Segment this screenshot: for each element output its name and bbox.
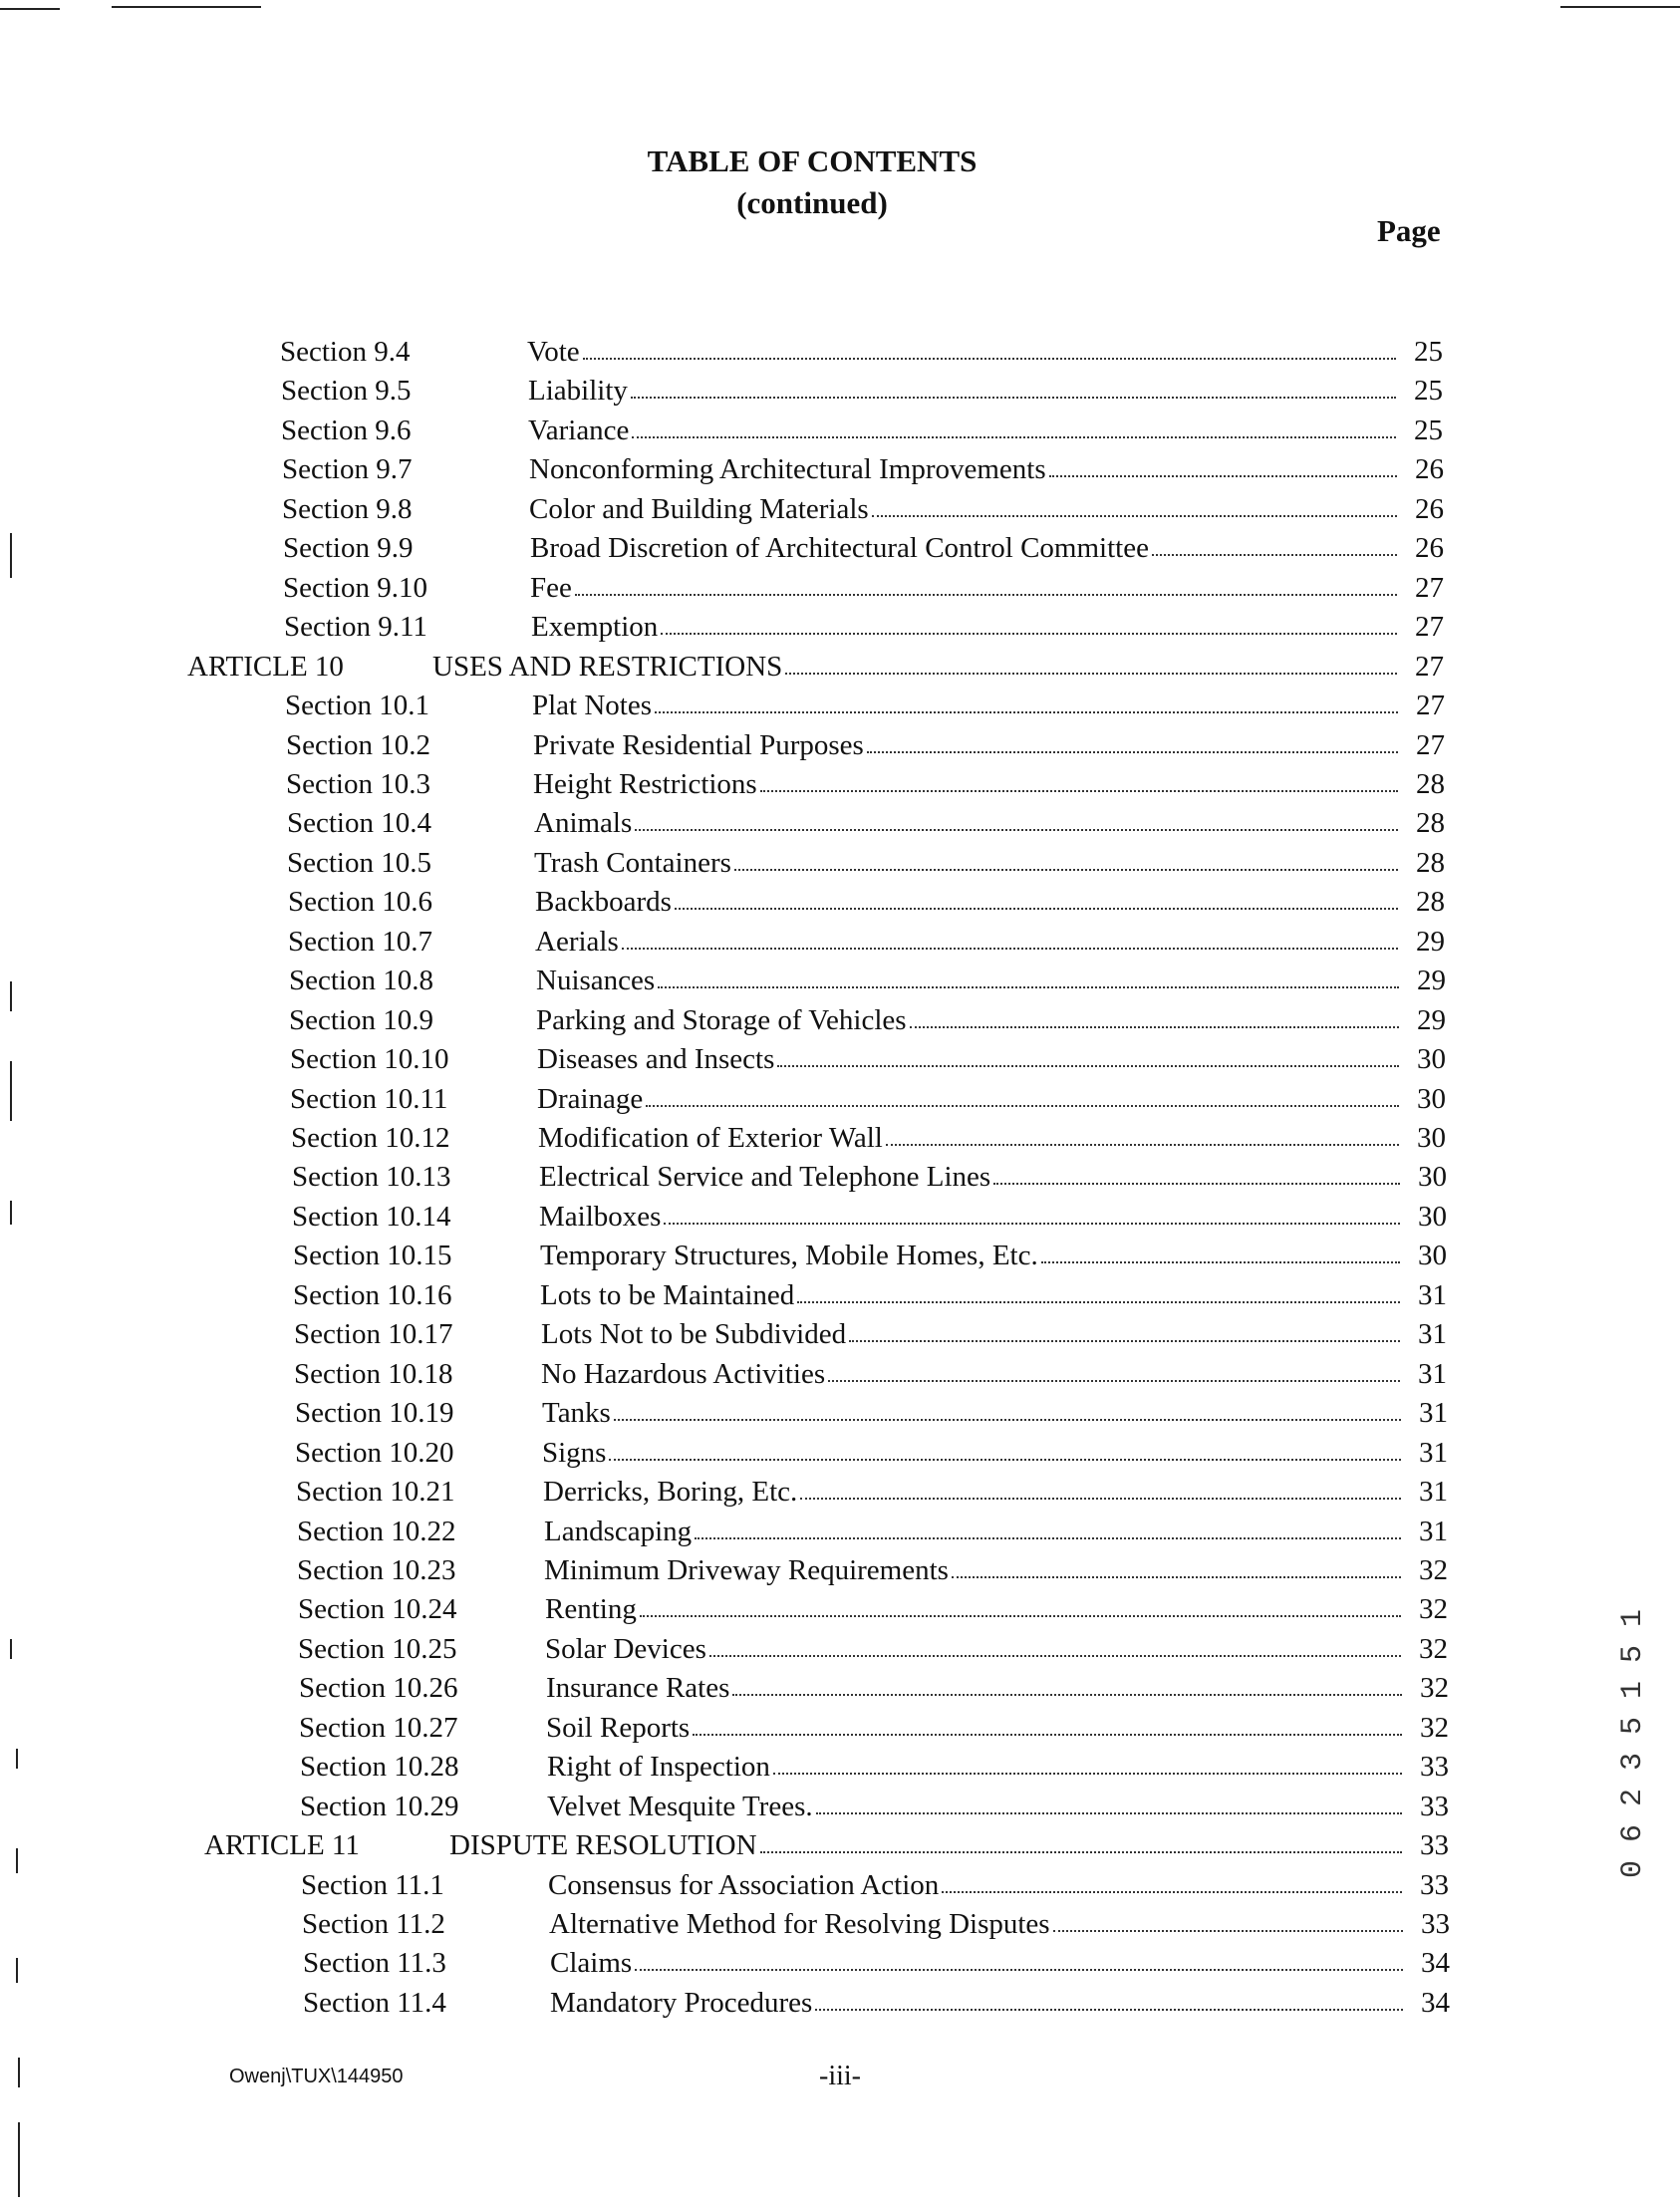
- toc-entry-number: Section 10.22: [297, 1516, 456, 1547]
- toc-section-row[interactable]: [281, 415, 1443, 454]
- scan-mark: [16, 1958, 18, 1983]
- toc-entry-page: 25: [1414, 415, 1443, 446]
- toc-entry-number: Section 10.28: [300, 1751, 459, 1783]
- toc-entry-number: Section 10.6: [288, 886, 432, 918]
- toc-section-row[interactable]: [286, 729, 1445, 769]
- toc-entry-title: Plat Notes: [532, 690, 653, 721]
- toc-entry-page: 27: [1415, 572, 1444, 604]
- toc-entry-title: Parking and Storage of Vehicles: [536, 1004, 907, 1036]
- toc-entry-page: 31: [1418, 1318, 1447, 1350]
- toc-entry-page: 28: [1416, 768, 1445, 800]
- toc-section-row[interactable]: [303, 1987, 1450, 2027]
- scan-mark: [10, 1201, 12, 1225]
- toc-entry-number: Section 9.4: [280, 336, 411, 368]
- dot-leader: [849, 1318, 1400, 1342]
- toc-entry-page: 30: [1417, 1043, 1446, 1075]
- toc-section-row[interactable]: [302, 1908, 1450, 1948]
- toc-entry-title: USES AND RESTRICTIONS: [432, 651, 783, 683]
- toc-entry-title: Nonconforming Architectural Improvements: [529, 453, 1046, 485]
- toc-entry-page: 30: [1418, 1201, 1447, 1233]
- toc-section-row[interactable]: [290, 1083, 1446, 1123]
- toc-entry-page: 32: [1420, 1672, 1449, 1704]
- toc-entry-page: 26: [1415, 532, 1444, 564]
- toc-entry-title: Lots Not to be Subdivided: [541, 1318, 847, 1350]
- toc-entry-page: 25: [1414, 336, 1443, 368]
- dot-leader: [661, 611, 1397, 635]
- toc-section-row[interactable]: [290, 1043, 1446, 1083]
- toc-section-row[interactable]: [298, 1593, 1448, 1633]
- toc-section-row[interactable]: [286, 768, 1445, 808]
- side-stamp: [1616, 1574, 1664, 1913]
- toc-entry-page: 29: [1417, 965, 1446, 996]
- toc-article-row[interactable]: [204, 1829, 1449, 1869]
- dot-leader: [942, 1869, 1402, 1893]
- dot-leader: [622, 926, 1398, 950]
- dot-leader: [693, 1712, 1402, 1736]
- toc-entry-title: Alternative Method for Resolving Disputes: [549, 1908, 1050, 1940]
- toc-entry-number: Section 9.7: [282, 453, 413, 485]
- toc-entry-title: Electrical Service and Telephone Lines: [539, 1161, 991, 1193]
- toc-entry-title: Signs: [542, 1437, 607, 1469]
- toc-entry-title: DISPUTE RESOLUTION: [449, 1829, 757, 1861]
- scan-mark: [0, 8, 60, 10]
- scan-mark: [16, 1749, 18, 1769]
- toc-entry-number: Section 10.26: [299, 1672, 458, 1704]
- toc-entry-title: Temporary Structures, Mobile Homes, Etc.: [540, 1240, 1038, 1271]
- dot-leader: [732, 1672, 1402, 1696]
- toc-entry-title: Landscaping: [544, 1516, 693, 1547]
- toc-entry-page: 31: [1418, 1279, 1447, 1311]
- toc-entry-title: Drainage: [537, 1083, 644, 1115]
- dot-leader: [609, 1437, 1401, 1461]
- toc-entry-number: Section 10.10: [290, 1043, 449, 1075]
- toc-entry-title: Velvet Mesquite Trees.: [547, 1791, 813, 1822]
- dot-leader: [635, 1947, 1403, 1971]
- toc-entry-title: Derricks, Boring, Etc.: [543, 1476, 798, 1508]
- toc-entry-title: Mailboxes: [539, 1201, 662, 1233]
- toc-section-row[interactable]: [287, 807, 1445, 847]
- toc-section-row[interactable]: [283, 532, 1444, 572]
- toc-entry-number: Section 9.8: [282, 493, 413, 525]
- dot-leader: [635, 807, 1398, 831]
- toc-entry-title: Private Residential Purposes: [533, 729, 864, 761]
- toc-entry-number: Section 10.27: [299, 1712, 458, 1744]
- toc-entry-title: Claims: [550, 1947, 633, 1979]
- page-number: -iii-: [819, 2061, 861, 2091]
- dot-leader: [797, 1279, 1400, 1303]
- toc-entry-page: 32: [1419, 1593, 1448, 1625]
- toc-entry-title: Exemption: [531, 611, 659, 643]
- toc-entry-number: Section 10.29: [300, 1791, 459, 1822]
- toc-entry-number: Section 10.8: [289, 965, 433, 996]
- dot-leader: [640, 1593, 1401, 1617]
- toc-entry-number: Section 10.11: [290, 1083, 448, 1115]
- toc-entry-number: Section 9.11: [284, 611, 427, 643]
- toc-entry-page: 30: [1417, 1083, 1446, 1115]
- dot-leader: [777, 1043, 1399, 1067]
- dot-leader: [785, 651, 1397, 675]
- toc-article-row[interactable]: [187, 651, 1444, 691]
- document-id: Owenj\TUX\144950: [229, 2066, 404, 2087]
- toc-entry-title: Vote: [527, 336, 580, 368]
- toc-entry-page: 27: [1416, 690, 1445, 721]
- toc-entry-page: 30: [1417, 1122, 1446, 1154]
- dot-leader: [760, 1829, 1402, 1853]
- toc-entry-number: Section 9.5: [281, 375, 412, 407]
- toc-section-row[interactable]: [291, 1122, 1446, 1162]
- toc-entry-title: Renting: [545, 1593, 637, 1625]
- toc-section-row[interactable]: [292, 1161, 1447, 1201]
- toc-section-row[interactable]: [293, 1240, 1447, 1279]
- toc-section-row[interactable]: [299, 1672, 1449, 1712]
- toc-section-row[interactable]: [294, 1358, 1447, 1398]
- toc-entry-page: 31: [1419, 1516, 1448, 1547]
- toc-section-row[interactable]: [288, 886, 1445, 926]
- toc-entry-page: 34: [1421, 1947, 1450, 1979]
- dot-leader: [655, 690, 1398, 713]
- toc-entry-page: 33: [1421, 1908, 1450, 1940]
- dot-leader: [664, 1201, 1400, 1225]
- toc-entry-number: Section 10.9: [289, 1004, 433, 1036]
- toc-entry-page: 28: [1416, 807, 1445, 839]
- toc-entry-title: Broad Discretion of Architectural Control Committee: [530, 532, 1149, 564]
- toc-entry-page: 30: [1418, 1161, 1447, 1193]
- dot-leader: [760, 768, 1398, 792]
- dot-leader: [1041, 1240, 1400, 1263]
- toc-section-row[interactable]: [289, 965, 1446, 1004]
- toc-entry-title: Insurance Rates: [546, 1672, 730, 1704]
- dot-leader: [816, 1791, 1402, 1814]
- scan-mark: [10, 1639, 12, 1659]
- toc-entry-title: Trash Containers: [534, 847, 731, 879]
- dot-leader: [1053, 1908, 1403, 1932]
- toc-entry-title: Soil Reports: [546, 1712, 691, 1744]
- toc-section-row[interactable]: [284, 611, 1444, 651]
- scan-mark: [18, 2122, 20, 2197]
- toc-subtitle: (continued): [736, 185, 888, 220]
- toc-section-row[interactable]: [288, 926, 1445, 966]
- toc-entry-title: Fee: [530, 572, 572, 604]
- toc-entry-page: 27: [1416, 729, 1445, 761]
- toc-entry-page: 26: [1415, 493, 1444, 525]
- toc-section-row[interactable]: [283, 572, 1444, 612]
- toc-entry-page: 32: [1420, 1712, 1449, 1744]
- dot-leader: [709, 1633, 1401, 1657]
- toc-section-row[interactable]: [292, 1201, 1447, 1241]
- toc-entry-page: 25: [1414, 375, 1443, 407]
- toc-entry-number: Section 10.4: [287, 807, 431, 839]
- toc-entry-page: 31: [1419, 1476, 1448, 1508]
- toc-entry-title: Color and Building Materials: [529, 493, 869, 525]
- toc-entry-number: Section 10.20: [295, 1437, 454, 1469]
- dot-leader: [773, 1751, 1402, 1775]
- toc-section-row[interactable]: [280, 336, 1443, 376]
- toc-section-row[interactable]: [285, 690, 1445, 729]
- toc-entry-page: 29: [1417, 1004, 1446, 1036]
- toc-entry-page: 27: [1415, 611, 1444, 643]
- dot-leader: [1152, 532, 1397, 556]
- toc-entry-number: Section 10.19: [295, 1397, 454, 1429]
- toc-entry-number: Section 9.10: [283, 572, 427, 604]
- toc-entry-page: 33: [1420, 1751, 1449, 1783]
- dot-leader: [614, 1397, 1401, 1421]
- toc-entry-title: Solar Devices: [545, 1633, 706, 1665]
- toc-entry-number: Section 10.13: [292, 1161, 451, 1193]
- toc-section-row[interactable]: [282, 493, 1444, 533]
- toc-entry-number: Section 10.7: [288, 926, 432, 958]
- toc-entry-number: Section 9.6: [281, 415, 412, 446]
- toc-entry-number: Section 10.21: [296, 1476, 455, 1508]
- scan-mark: [1560, 6, 1680, 8]
- dot-leader: [646, 1083, 1399, 1107]
- toc-entry-number: ARTICLE 10: [187, 651, 344, 683]
- scan-mark: [16, 1848, 18, 1873]
- toc-entry-page: 28: [1416, 847, 1445, 879]
- dot-leader: [734, 847, 1398, 871]
- toc-entry-page: 27: [1415, 651, 1444, 683]
- toc-entry-number: Section 9.9: [283, 532, 414, 564]
- toc-entry-title: Variance: [528, 415, 630, 446]
- scan-mark: [112, 6, 261, 8]
- toc-entry-number: Section 11.3: [303, 1947, 446, 1979]
- toc-entry-number: Section 10.18: [294, 1358, 453, 1390]
- dot-leader: [886, 1122, 1399, 1146]
- toc-section-row[interactable]: [299, 1712, 1449, 1752]
- toc-entry-title: Consensus for Association Action: [548, 1869, 940, 1901]
- toc-entry-page: 33: [1420, 1791, 1449, 1822]
- dot-leader: [828, 1358, 1400, 1382]
- dot-leader: [658, 965, 1399, 988]
- toc-entry-title: Height Restrictions: [533, 768, 757, 800]
- toc-entry-title: Right of Inspection: [547, 1751, 770, 1783]
- dot-leader: [867, 729, 1398, 753]
- toc-section-row[interactable]: [287, 847, 1445, 887]
- toc-section-row[interactable]: [289, 1004, 1446, 1044]
- dot-leader: [872, 493, 1397, 517]
- dot-leader: [575, 572, 1397, 596]
- toc-entry-number: Section 10.16: [293, 1279, 452, 1311]
- toc-entry-page: 34: [1421, 1987, 1450, 2019]
- toc-entry-title: Mandatory Procedures: [550, 1987, 813, 2019]
- toc-section-row[interactable]: [301, 1869, 1449, 1909]
- toc-entry-title: Nuisances: [536, 965, 656, 996]
- toc-section-row[interactable]: [303, 1947, 1450, 1987]
- dot-leader: [910, 1004, 1399, 1028]
- toc-entry-number: ARTICLE 11: [204, 1829, 360, 1861]
- toc-entry-title: No Hazardous Activities: [541, 1358, 826, 1390]
- toc-entry-title: Aerials: [535, 926, 619, 958]
- dot-leader: [695, 1516, 1401, 1539]
- toc-entry-page: 29: [1416, 926, 1445, 958]
- toc-section-row[interactable]: [293, 1279, 1447, 1319]
- toc-entry-page: 33: [1420, 1829, 1449, 1861]
- toc-entry-number: Section 10.2: [286, 729, 430, 761]
- toc-entry-title: Modification of Exterior Wall: [538, 1122, 883, 1154]
- dot-leader: [815, 1987, 1403, 2011]
- toc-entry-number: Section 10.3: [286, 768, 430, 800]
- toc-entry-page: 32: [1419, 1633, 1448, 1665]
- dot-leader: [800, 1476, 1401, 1500]
- toc-entry-page: 28: [1416, 886, 1445, 918]
- toc-section-row[interactable]: [298, 1633, 1448, 1673]
- toc-entry-title: Diseases and Insects: [537, 1043, 775, 1075]
- toc-section-row[interactable]: [297, 1554, 1448, 1594]
- toc-section-row[interactable]: [281, 375, 1443, 415]
- scan-mark: [10, 533, 12, 578]
- toc-section-row[interactable]: [297, 1516, 1448, 1555]
- dot-leader: [631, 375, 1396, 399]
- toc-entry-page: 31: [1419, 1437, 1448, 1469]
- toc-section-row[interactable]: [294, 1318, 1447, 1358]
- side-stamp-text: 0 6 2 3 5 1 5 1: [1616, 1608, 1650, 1879]
- dot-leader: [583, 336, 1396, 360]
- toc-entry-title: Tanks: [542, 1397, 611, 1429]
- toc-entry-number: Section 10.1: [285, 690, 429, 721]
- toc-section-row[interactable]: [282, 453, 1444, 493]
- toc-section-row[interactable]: [296, 1476, 1448, 1516]
- dot-leader: [1049, 453, 1397, 477]
- dot-leader: [675, 886, 1398, 910]
- toc-entry-number: Section 10.23: [297, 1554, 456, 1586]
- toc-entry-number: Section 10.5: [287, 847, 431, 879]
- scan-mark: [10, 1061, 12, 1121]
- dot-leader: [632, 415, 1396, 438]
- toc-entry-number: Section 10.25: [298, 1633, 457, 1665]
- scan-mark: [10, 981, 12, 1011]
- toc-entry-page: 30: [1418, 1240, 1447, 1271]
- toc-entry-page: 31: [1419, 1397, 1448, 1429]
- toc-section-row[interactable]: [295, 1397, 1448, 1437]
- toc-entry-page: 26: [1415, 453, 1444, 485]
- toc-entry-number: Section 10.14: [292, 1201, 451, 1233]
- toc-title: TABLE OF CONTENTS: [647, 143, 978, 178]
- toc-entry-page: 32: [1419, 1554, 1448, 1586]
- toc-entry-number: Section 10.12: [291, 1122, 450, 1154]
- toc-entry-title: Minimum Driveway Requirements: [544, 1554, 949, 1586]
- page-column-label: Page: [1377, 213, 1441, 248]
- toc-entry-title: Backboards: [535, 886, 672, 918]
- toc-section-row[interactable]: [300, 1791, 1449, 1830]
- toc-entry-page: 31: [1418, 1358, 1447, 1390]
- toc-entry-title: Animals: [534, 807, 633, 839]
- toc-entry-number: Section 11.2: [302, 1908, 445, 1940]
- toc-entry-number: Section 10.15: [293, 1240, 452, 1271]
- toc-section-row[interactable]: [295, 1437, 1448, 1477]
- toc-entry-number: Section 11.1: [301, 1869, 444, 1901]
- toc-entry-number: Section 10.24: [298, 1593, 457, 1625]
- toc-entry-page: 33: [1420, 1869, 1449, 1901]
- dot-leader: [993, 1161, 1400, 1185]
- toc-section-row[interactable]: [300, 1751, 1449, 1791]
- toc-entry-number: Section 10.17: [294, 1318, 453, 1350]
- toc-entry-title: Lots to be Maintained: [540, 1279, 795, 1311]
- toc-entry-number: Section 11.4: [303, 1987, 446, 2019]
- dot-leader: [952, 1554, 1401, 1578]
- toc-entry-title: Liability: [528, 375, 628, 407]
